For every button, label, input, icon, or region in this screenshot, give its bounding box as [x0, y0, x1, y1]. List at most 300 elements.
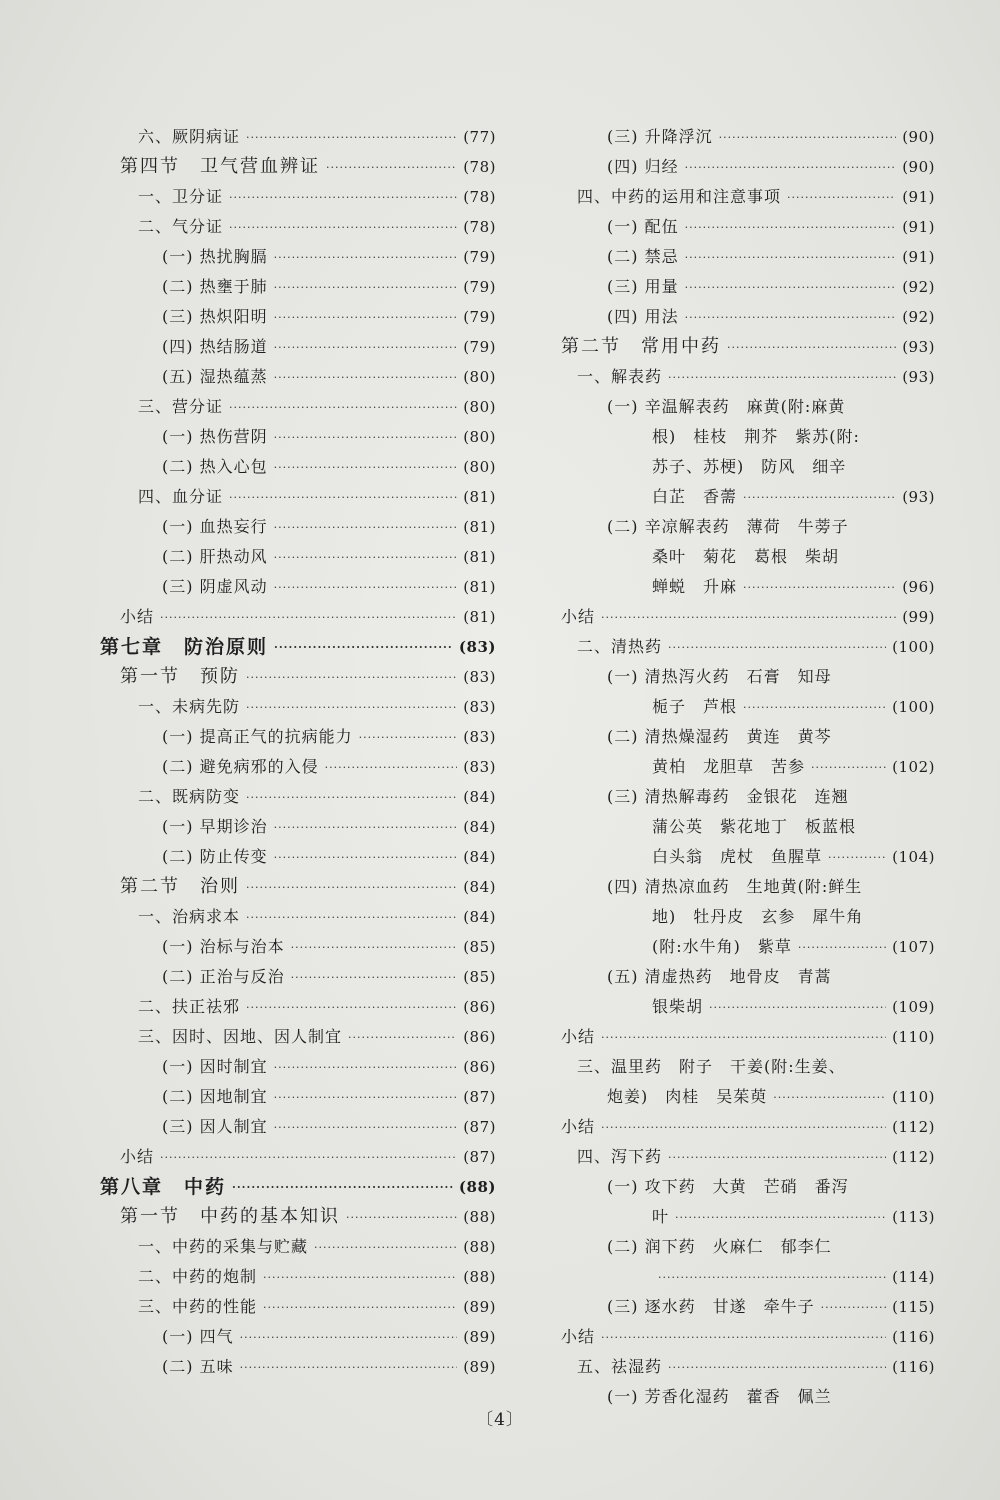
toc-page-number: (116) [892, 1358, 935, 1376]
toc-entry-title: (四) 热结肠道 [162, 337, 268, 356]
toc-page-number: (77) [463, 128, 496, 146]
toc-entry-title: (二) 辛凉解表药 薄荷 牛蒡子 [607, 517, 849, 536]
toc-entry [557, 1257, 935, 1287]
toc-entry-title: (四) 归经 [607, 157, 679, 176]
toc-page-number: (100) [892, 698, 935, 716]
toc-entry [100, 357, 496, 387]
toc-entry [557, 567, 935, 597]
toc-entry-title: 六、厥阴病证 [138, 127, 241, 146]
toc-page-number: (112) [892, 1118, 935, 1136]
toc-entry-title: (二) 五味 [162, 1357, 234, 1376]
toc-entry-title: (一) 治标与治本 [162, 937, 285, 956]
toc-entry [557, 1137, 935, 1167]
toc-page-number: (79) [463, 248, 496, 266]
toc-entry-title: 一、卫分证 [138, 187, 224, 206]
toc-entry-title: (一) 提高正气的抗病能力 [162, 727, 353, 746]
toc-page-number: (89) [463, 1358, 496, 1376]
leader-dots [274, 282, 458, 294]
toc-page-number: (80) [463, 428, 496, 446]
toc-entry-title: 四、泻下药 [577, 1147, 663, 1166]
toc-page-number: (81) [463, 518, 496, 536]
toc-page-number: (91) [902, 188, 935, 206]
toc-entry [100, 447, 496, 477]
toc-entry-title: 白头翁 虎杖 鱼腥草 [652, 847, 823, 866]
toc-entry-title: 栀子 芦根 [652, 697, 738, 716]
leader-dots [274, 252, 458, 264]
toc-section [100, 657, 496, 687]
toc-entry [557, 447, 935, 477]
leader-dots [325, 762, 458, 774]
toc-page-number: (89) [463, 1298, 496, 1316]
leader-dots [291, 942, 458, 954]
toc-page-number: (79) [463, 308, 496, 326]
toc-page-number: (85) [463, 968, 496, 986]
leader-dots [246, 672, 457, 684]
toc-entry [100, 897, 496, 927]
leader-dots [246, 132, 457, 144]
toc-page-number: (86) [463, 998, 496, 1016]
leader-dots [787, 192, 896, 204]
leader-dots [274, 1092, 458, 1104]
toc-entry [100, 837, 496, 867]
toc-entry [557, 777, 935, 807]
toc-page-number: (83) [458, 638, 496, 656]
toc-entry [557, 717, 935, 747]
leader-dots [601, 1032, 886, 1044]
toc-entry [557, 1077, 935, 1107]
toc-page-number: (83) [463, 758, 496, 776]
toc-entry-title: (二) 热壅于肺 [162, 277, 268, 296]
toc-page-number: (87) [463, 1148, 496, 1166]
toc-entry-title: (三) 热炽阳明 [162, 307, 268, 326]
toc-entry [100, 1077, 496, 1107]
page-number: 〔4〕 [476, 1410, 524, 1430]
toc-page-number: (91) [902, 248, 935, 266]
toc-page-number: (107) [892, 938, 935, 956]
toc-entry-title: (一) 热伤营阴 [162, 427, 268, 446]
toc-entry-title: 一、治病求本 [138, 907, 241, 926]
toc-entry-title: 二、气分证 [138, 217, 224, 236]
toc-entry-title: 叶 [652, 1207, 670, 1226]
toc-section [100, 867, 496, 897]
toc-entry-title: 二、中药的炮制 [138, 1267, 258, 1286]
toc-entry [557, 357, 935, 387]
toc-entry-title: (三) 用量 [607, 277, 679, 296]
toc-entry-title: (三) 因人制宜 [162, 1117, 268, 1136]
toc-entry [557, 957, 935, 987]
leader-dots [346, 1212, 457, 1224]
toc-entry [557, 1347, 935, 1377]
toc-entry-title: 炮姜) 肉桂 吴茱萸 [607, 1087, 768, 1106]
toc-page-number: (80) [463, 398, 496, 416]
toc-page-number: (93) [902, 368, 935, 386]
toc-page-number: (87) [463, 1118, 496, 1136]
toc-entry-title: (一) 早期诊治 [162, 817, 268, 836]
leader-dots [274, 852, 458, 864]
toc-entry-title: (二) 热入心包 [162, 457, 268, 476]
toc-page-number: (81) [463, 548, 496, 566]
toc-entry [100, 777, 496, 807]
toc-entry [557, 657, 935, 687]
toc-entry-title: 小结 [561, 1327, 596, 1346]
toc-page-number: (96) [902, 578, 935, 596]
toc-entry-title: (五) 清虚热药 地骨皮 青蒿 [607, 967, 832, 986]
toc-entry-title: 二、清热药 [577, 637, 663, 656]
toc-section [557, 327, 935, 357]
toc-page-number: (80) [463, 458, 496, 476]
toc-page-number: (83) [463, 698, 496, 716]
toc-entry-title: (五) 湿热蕴蒸 [162, 367, 268, 386]
toc-entry [557, 1287, 935, 1317]
toc-entry [100, 747, 496, 777]
toc-entry [100, 1317, 496, 1347]
toc-entry [557, 597, 935, 627]
leader-dots [668, 1152, 886, 1164]
toc-entry [557, 207, 935, 237]
toc-entry-title: (四) 用法 [607, 307, 679, 326]
toc-entry-title: (一) 攻下药 大黄 芒硝 番泻 [607, 1177, 849, 1196]
leader-dots [601, 1122, 886, 1134]
leader-dots [160, 1152, 457, 1164]
toc-entry [100, 567, 496, 597]
leader-dots [326, 162, 457, 174]
toc-entry-title: 第一节 预防 [120, 666, 240, 687]
toc-entry-title: 第七章 防治原则 [100, 636, 269, 658]
toc-page-number: (81) [463, 578, 496, 596]
leader-dots [263, 1302, 457, 1314]
toc-entry-title: 白芷 香薷 [652, 487, 738, 506]
leader-dots [359, 732, 458, 744]
toc-page-number: (104) [892, 848, 935, 866]
toc-entry-title: (四) 清热凉血药 生地黄(附:鲜生 [607, 877, 863, 896]
toc-page-number: (88) [463, 1238, 496, 1256]
toc-entry [100, 1257, 496, 1287]
toc-entry [100, 987, 496, 1017]
leader-dots [229, 492, 457, 504]
toc-entry [100, 477, 496, 507]
leader-dots [743, 492, 896, 504]
toc-entry [557, 747, 935, 777]
leader-dots [246, 912, 457, 924]
toc-entry-title: 二、既病防变 [138, 787, 241, 806]
toc-entry-title: 一、解表药 [577, 367, 663, 386]
leader-dots [274, 462, 458, 474]
toc-page-number: (83) [463, 668, 496, 686]
leader-dots [773, 1092, 886, 1104]
leader-dots [291, 972, 458, 984]
toc-entry-title: 小结 [561, 1027, 596, 1046]
toc-page-number: (88) [458, 1178, 496, 1196]
toc-entry [557, 927, 935, 957]
toc-page-number: (85) [463, 938, 496, 956]
leader-dots [240, 1362, 458, 1374]
leader-dots [685, 252, 897, 264]
toc-entry [100, 1287, 496, 1317]
leader-dots [229, 222, 457, 234]
toc-page-number: (88) [463, 1268, 496, 1286]
toc-entry [100, 117, 496, 147]
leader-dots [314, 1242, 457, 1254]
toc-page-number: (79) [463, 338, 496, 356]
toc-entry [557, 147, 935, 177]
toc-page-number: (84) [463, 878, 496, 896]
leader-dots [743, 582, 896, 594]
leader-dots [240, 1332, 458, 1344]
toc-entry [557, 387, 935, 417]
toc-entry-title: (一) 四气 [162, 1327, 234, 1346]
toc-entry-title: 蝉蜕 升麻 [652, 577, 738, 596]
toc-entry [557, 987, 935, 1017]
toc-page-number: (99) [902, 608, 935, 626]
leader-dots [668, 1362, 886, 1374]
toc-entry-title: (三) 阴虚风动 [162, 577, 268, 596]
leader-dots [246, 1002, 457, 1014]
toc-entry [557, 507, 935, 537]
toc-entry-title: (附:水牛角) 紫草 [652, 937, 792, 956]
toc-entry [100, 1017, 496, 1047]
toc-entry [100, 177, 496, 207]
leader-dots [719, 132, 897, 144]
leader-dots [709, 1002, 886, 1014]
toc-page-number: (88) [463, 1208, 496, 1226]
leader-dots [274, 582, 458, 594]
toc-page-number: (93) [902, 338, 935, 356]
toc-page-number: (110) [892, 1088, 935, 1106]
toc-entry-title: (一) 清热泻火药 石膏 知母 [607, 667, 832, 686]
toc-entry-title: (一) 因时制宜 [162, 1057, 268, 1076]
leader-dots [274, 822, 458, 834]
toc-page-number: (79) [463, 278, 496, 296]
toc-entry-title: 小结 [561, 607, 596, 626]
leader-dots [246, 792, 457, 804]
leader-dots [658, 1272, 886, 1284]
toc-entry [557, 1197, 935, 1227]
leader-dots [246, 702, 457, 714]
toc-entry [100, 807, 496, 837]
toc-chapter [100, 1167, 496, 1197]
toc-entry-title: (二) 清热燥湿药 黄连 黄芩 [607, 727, 832, 746]
leader-dots [601, 1332, 886, 1344]
toc-page-number: (84) [463, 788, 496, 806]
toc-page-number: (113) [892, 1208, 935, 1226]
toc-entry [100, 267, 496, 297]
toc-entry [100, 297, 496, 327]
leader-dots [274, 1062, 458, 1074]
toc-entry-title: 三、中药的性能 [138, 1297, 258, 1316]
leader-dots [685, 282, 897, 294]
leader-dots [811, 762, 886, 774]
toc-entry [557, 1227, 935, 1257]
toc-page-number: (86) [463, 1028, 496, 1046]
toc-entry [100, 1107, 496, 1137]
toc-entry [557, 267, 935, 297]
toc-entry [100, 1347, 496, 1377]
leader-dots [274, 372, 458, 384]
toc-page-number: (78) [463, 218, 496, 236]
toc-entry-title: 桑叶 菊花 葛根 柴胡 [652, 547, 840, 566]
toc-entry-title: (三) 升降浮沉 [607, 127, 713, 146]
toc-page-number: (90) [902, 158, 935, 176]
leader-dots [348, 1032, 457, 1044]
toc-entry [100, 237, 496, 267]
toc-entry [100, 387, 496, 417]
toc-entry [557, 687, 935, 717]
leader-dots [685, 162, 897, 174]
toc-entry-title: 第二节 治则 [120, 876, 240, 897]
toc-entry-title: 三、营分证 [138, 397, 224, 416]
toc-entry-title: 一、未病先防 [138, 697, 241, 716]
toc-entry-title: 蒲公英 紫花地丁 板蓝根 [652, 817, 857, 836]
toc-page-number: (93) [902, 488, 935, 506]
leader-dots [274, 1122, 458, 1134]
toc-entry [557, 1377, 935, 1407]
toc-entry-title: 三、温里药 附子 干姜(附:生姜、 [577, 1057, 846, 1076]
toc-entry-title: (二) 润下药 火麻仁 郁李仁 [607, 1237, 832, 1256]
toc-page-number: (114) [892, 1268, 935, 1286]
leader-dots [601, 612, 896, 624]
leader-dots [246, 882, 457, 894]
leader-dots [274, 312, 458, 324]
toc-entry [557, 897, 935, 927]
toc-section [100, 147, 496, 177]
toc-entry-title: (一) 芳香化湿药 藿香 佩兰 [607, 1387, 832, 1406]
toc-entry [100, 957, 496, 987]
toc-entry [100, 687, 496, 717]
toc-entry [557, 627, 935, 657]
leader-dots [229, 192, 457, 204]
toc-entry-title: 黄柏 龙胆草 苦参 [652, 757, 806, 776]
toc-page-number: (112) [892, 1148, 935, 1166]
toc-page-number: (78) [463, 188, 496, 206]
toc-entry [557, 1317, 935, 1347]
toc-entry-title: 三、因时、因地、因人制宜 [138, 1027, 343, 1046]
toc-left-column [100, 117, 496, 1377]
leader-dots [685, 312, 897, 324]
leader-dots [685, 222, 897, 234]
toc-entry [557, 417, 935, 447]
toc-entry-title: (一) 热扰胸膈 [162, 247, 268, 266]
toc-entry [557, 1107, 935, 1137]
toc-page-number: (92) [902, 308, 935, 326]
toc-page-number: (84) [463, 818, 496, 836]
toc-entry [557, 237, 935, 267]
toc-entry [100, 927, 496, 957]
toc-entry-title: (一) 配伍 [607, 217, 679, 236]
toc-page-number: (90) [902, 128, 935, 146]
toc-entry-title: 第二节 常用中药 [561, 336, 721, 357]
toc-page-number: (81) [463, 608, 496, 626]
toc-entry-title: 四、血分证 [138, 487, 224, 506]
toc-entry [100, 597, 496, 627]
toc-entry [100, 327, 496, 357]
toc-entry-title: (一) 辛温解表药 麻黄(附:麻黄 [607, 397, 846, 416]
toc-chapter [100, 627, 496, 657]
toc-entry [100, 537, 496, 567]
toc-entry-title: (二) 禁忌 [607, 247, 679, 266]
leader-dots [821, 1302, 887, 1314]
leader-dots [727, 342, 896, 354]
toc-entry-title: 地) 牡丹皮 玄参 犀牛角 [652, 907, 864, 926]
leader-dots [675, 1212, 886, 1224]
toc-entry [100, 717, 496, 747]
toc-entry [557, 1017, 935, 1047]
toc-entry-title: 第八章 中药 [100, 1176, 227, 1198]
toc-page-number: (87) [463, 1088, 496, 1106]
toc-entry [557, 177, 935, 207]
toc-entry [557, 117, 935, 147]
toc-entry [557, 807, 935, 837]
toc-entry-title: (三) 逐水药 甘遂 牵牛子 [607, 1297, 815, 1316]
toc-section [100, 1197, 496, 1227]
toc-entry [557, 837, 935, 867]
toc-entry-title: 二、扶正祛邪 [138, 997, 241, 1016]
leader-dots [160, 612, 457, 624]
toc-page-number: (110) [892, 1028, 935, 1046]
toc-entry-title: 根) 桂枝 荆芥 紫苏(附: [652, 427, 860, 446]
toc-page-number: (86) [463, 1058, 496, 1076]
toc-entry-title: 第四节 卫气营血辨证 [120, 156, 320, 177]
leader-dots [828, 852, 886, 864]
toc-entry-title: 四、中药的运用和注意事项 [577, 187, 782, 206]
toc-entry-title: 银柴胡 [652, 997, 704, 1016]
leader-dots [274, 432, 458, 444]
toc-page-number: (115) [892, 1298, 935, 1316]
toc-entry-title: (二) 正治与反治 [162, 967, 285, 986]
toc-entry-title: 一、中药的采集与贮藏 [138, 1237, 309, 1256]
toc-entry [100, 1227, 496, 1257]
toc-entry-title: 苏子、苏梗) 防风 细辛 [652, 457, 847, 476]
toc-entry-title: (三) 清热解毒药 金银花 连翘 [607, 787, 849, 806]
toc-entry [557, 1167, 935, 1197]
toc-entry [557, 537, 935, 567]
leader-dots [274, 522, 458, 534]
leader-dots [798, 942, 886, 954]
toc-page-number: (81) [463, 488, 496, 506]
toc-entry [557, 1047, 935, 1077]
leader-dots [668, 642, 886, 654]
toc-page-number: (91) [902, 218, 935, 236]
toc-entry [100, 507, 496, 537]
toc-page-number: (116) [892, 1328, 935, 1346]
leader-dots [229, 402, 457, 414]
leader-dots [263, 1272, 457, 1284]
leader-dots [274, 642, 453, 654]
leader-dots [668, 372, 896, 384]
toc-entry [100, 417, 496, 447]
toc-page-number: (100) [892, 638, 935, 656]
toc-page-number: (83) [463, 728, 496, 746]
toc-page-number: (102) [892, 758, 935, 776]
toc-page-number: (109) [892, 998, 935, 1016]
leader-dots [274, 342, 458, 354]
toc-entry [100, 207, 496, 237]
toc-entry-title: 小结 [120, 1147, 155, 1166]
toc-entry-title: 第一节 中药的基本知识 [120, 1206, 340, 1227]
toc-entry [557, 297, 935, 327]
toc-entry-title: (二) 因地制宜 [162, 1087, 268, 1106]
toc-entry-title: (一) 血热妄行 [162, 517, 268, 536]
toc-entry [100, 1137, 496, 1167]
toc-entry-title: 小结 [561, 1117, 596, 1136]
toc-entry-title: (二) 肝热动风 [162, 547, 268, 566]
toc-page-number: (92) [902, 278, 935, 296]
toc-entry [557, 477, 935, 507]
toc-entry-title: 五、祛湿药 [577, 1357, 663, 1376]
toc-page-number: (80) [463, 368, 496, 386]
toc-right-column [557, 117, 935, 1407]
toc-entry-title: 小结 [120, 607, 155, 626]
leader-dots [274, 552, 458, 564]
